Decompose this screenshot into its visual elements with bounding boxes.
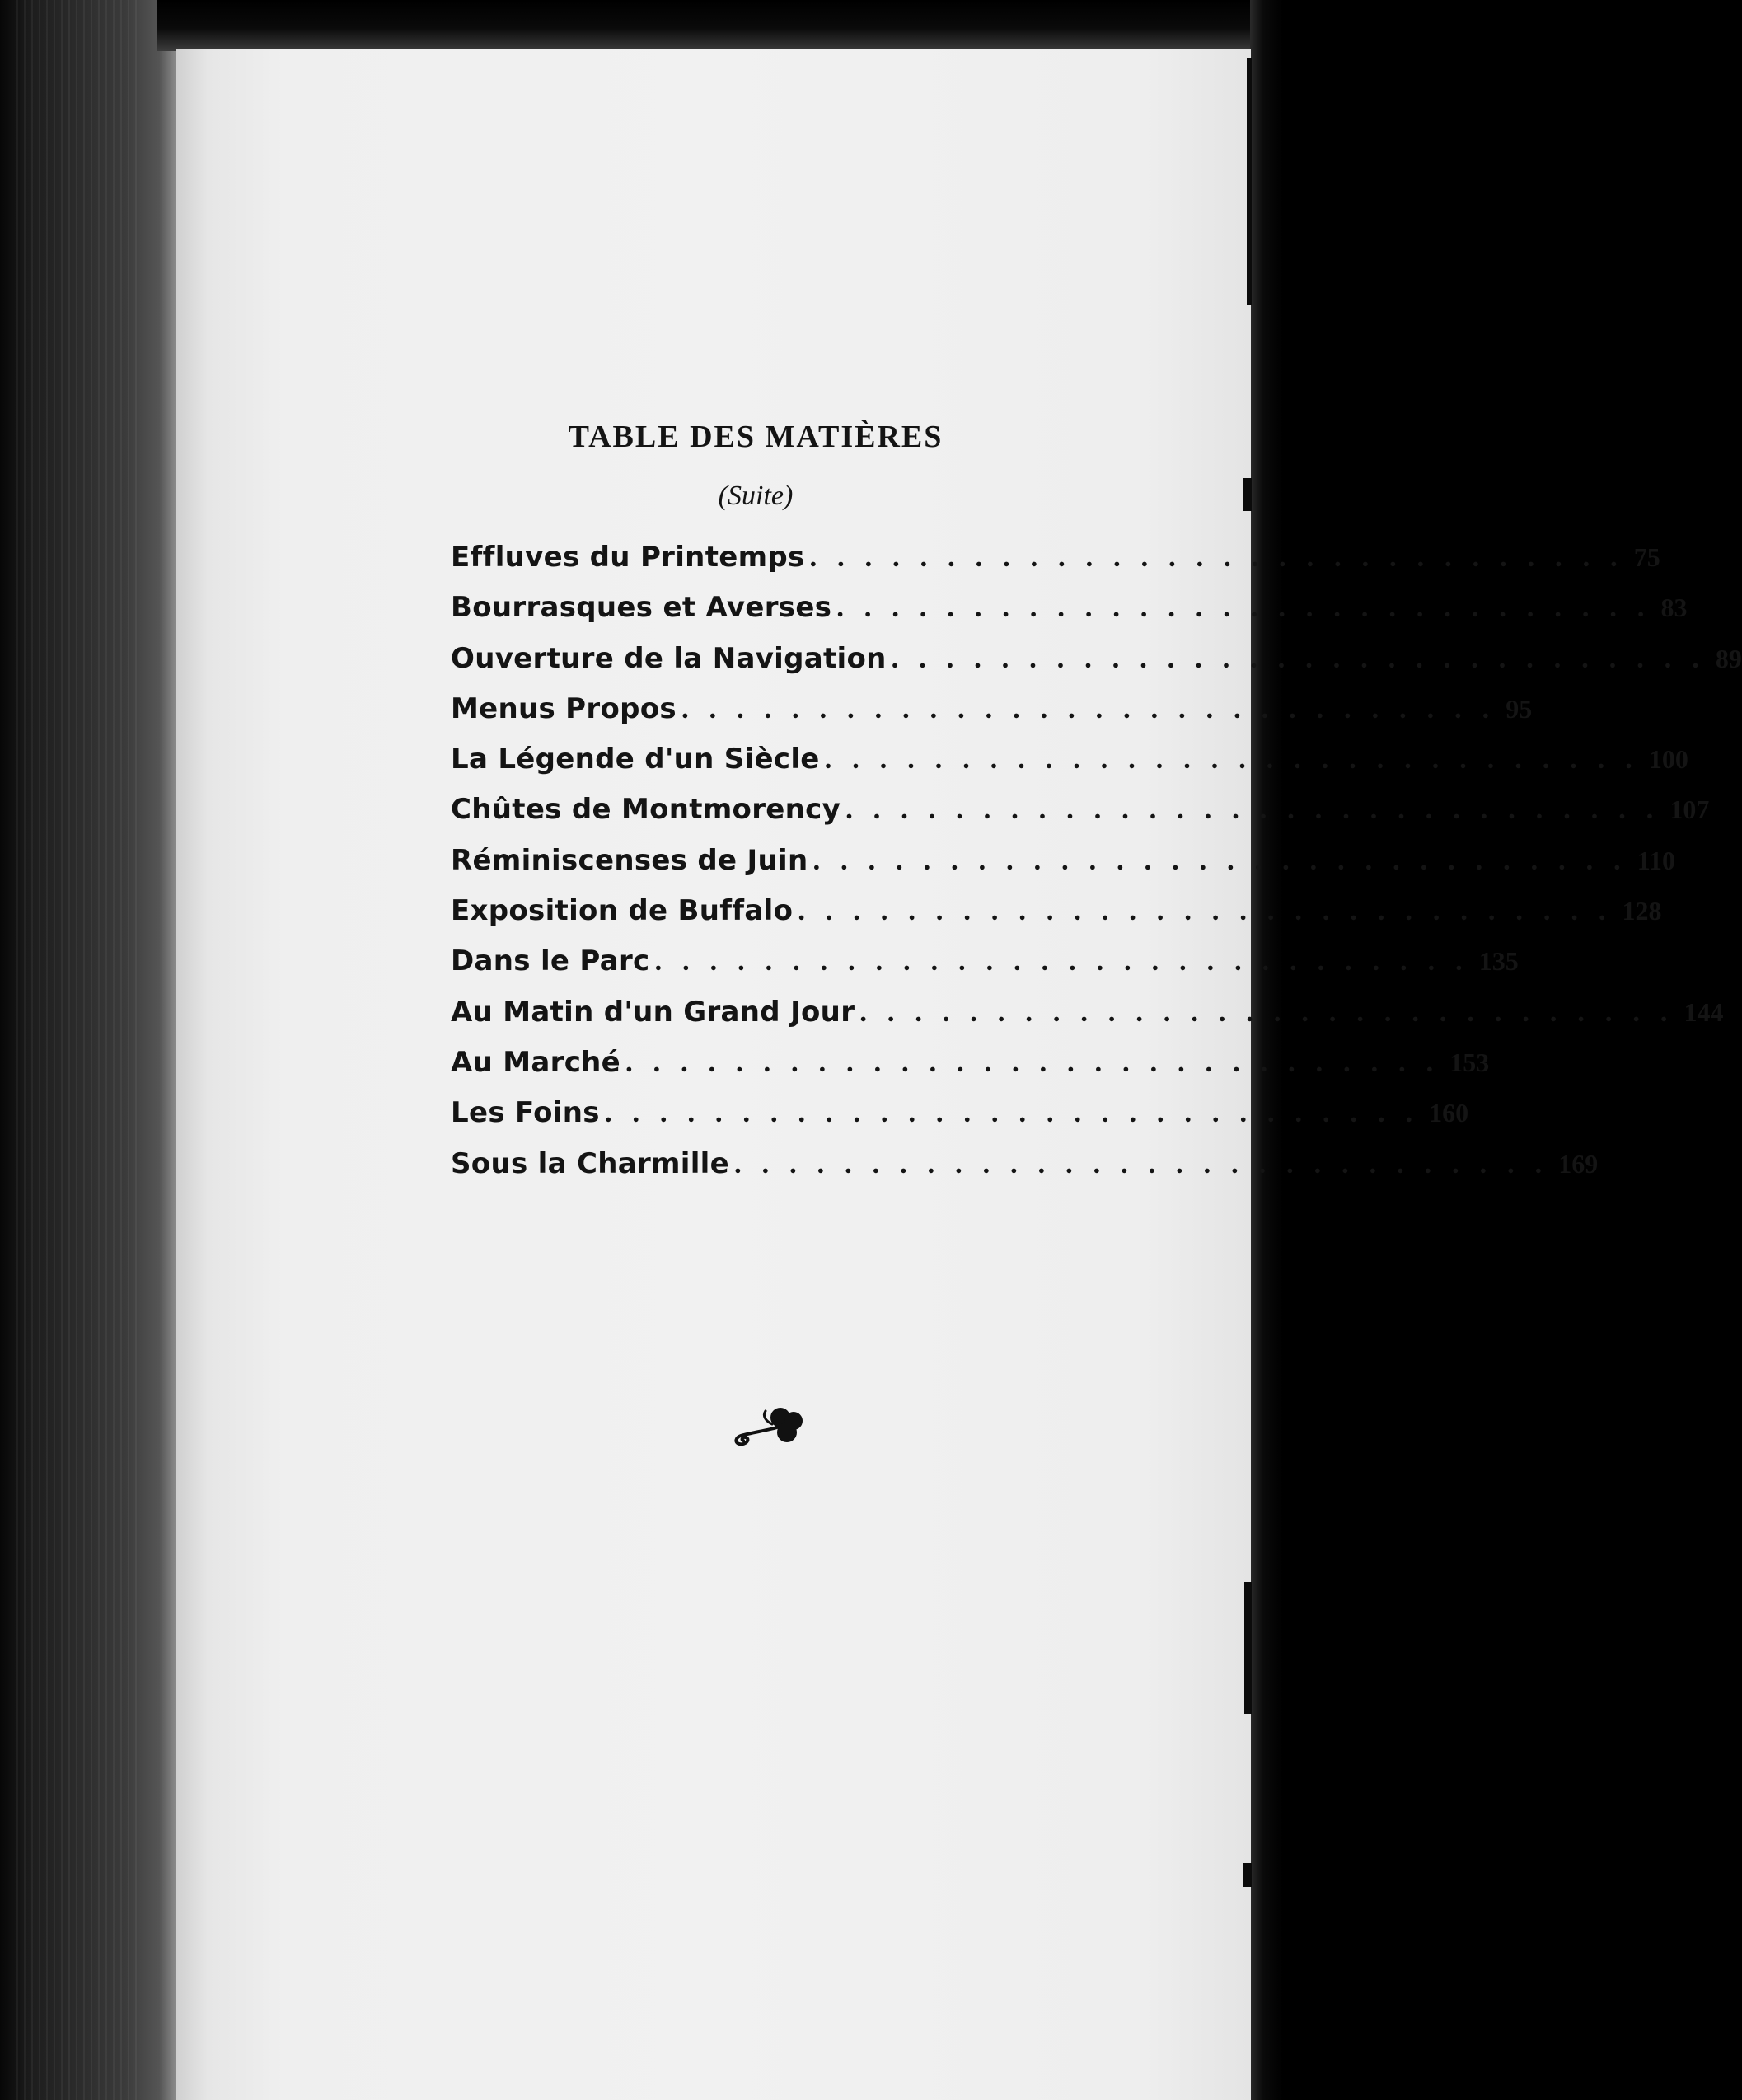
toc-entry-page-number: 75	[1633, 542, 1660, 572]
toc-entry-leader: . . . . . . . . . . . . . . . . . . . . . . . . . . . . . .	[812, 843, 1627, 876]
toc-entry-page-number: 83	[1660, 593, 1688, 623]
toc-entry-leader: . . . . . . . . . . . . . . . . . . . . . . . . . . . . . .	[891, 641, 1706, 674]
toc-entry-title: Bourrasques et Averses	[451, 591, 832, 625]
toc-entry-title: Exposition de Buffalo	[451, 894, 794, 928]
table-of-contents	[451, 405, 1742, 1198]
scan-edge-mark	[1247, 58, 1252, 305]
toc-entry-leader: . . . . . . . . . . . . . . . . . . . . . . . . . . . . . .	[681, 691, 1496, 724]
toc-entry-leader: . . . . . . . . . . . . . . . . . . . . . . . . . . . . . .	[604, 1096, 1420, 1129]
toc-list	[451, 541, 1742, 1198]
toc-entry	[451, 1045, 1490, 1096]
toc-entry-leader: . . . . . . . . . . . . . . . . . . . . . . . . . . . . . .	[798, 894, 1613, 927]
toc-entry-title: Les Foins	[451, 1096, 600, 1130]
toc-entry-leader: . . . . . . . . . . . . . . . . . . . . . . . . . . . . . .	[625, 1045, 1440, 1078]
toc-entry	[451, 591, 1688, 641]
toc-entry	[451, 641, 1742, 692]
toc-entry	[451, 691, 1533, 743]
toc-entry-title: Au Marché	[451, 1045, 621, 1079]
toc-entry-title: Réminiscenses de Juin	[451, 843, 808, 877]
toc-entry-leader: . . . . . . . . . . . . . . . . . . . . . . . . . . . . . .	[809, 541, 1624, 573]
toc-entry-leader: . . . . . . . . . . . . . . . . . . . . . . . . . . . . . .	[824, 743, 1639, 776]
toc-entry-title: Dans le Parc	[451, 945, 650, 978]
toc-entry-page-number: 89	[1715, 643, 1742, 673]
toc-entry-page-number: 107	[1669, 795, 1710, 825]
toc-entry	[451, 541, 1660, 591]
toc-entry-page-number: 135	[1478, 946, 1519, 977]
toc-entry	[451, 894, 1662, 945]
toc-entry	[451, 1096, 1469, 1146]
page-title: TABLE DES MATIÈRES	[568, 420, 944, 454]
scan-edge-mark	[1243, 478, 1252, 511]
toc-entry-title: Sous la Charmille	[451, 1146, 729, 1180]
toc-entry-page-number: 95	[1506, 693, 1533, 724]
toc-entry	[451, 743, 1688, 793]
toc-entry-title: Menus Propos	[451, 691, 677, 725]
binding-texture	[16, 0, 140, 2100]
page-subtitle: (Suite)	[718, 480, 794, 511]
toc-entry-page-number: 144	[1683, 996, 1724, 1027]
toc-entry-leader: . . . . . . . . . . . . . . . . . . . . . . . . . . . . . .	[845, 793, 1660, 826]
toc-entry-page-number: 169	[1558, 1148, 1599, 1179]
toc-entry	[451, 995, 1724, 1046]
toc-entry-page-number: 110	[1637, 845, 1675, 875]
toc-entry-leader: . . . . . . . . . . . . . . . . . . . . . . . . . . . . . .	[859, 995, 1674, 1028]
scan-edge-mark	[1244, 1582, 1252, 1714]
toc-entry-leader: . . . . . . . . . . . . . . . . . . . . . . . . . . . . . .	[836, 591, 1651, 624]
toc-entry-page-number: 153	[1449, 1047, 1490, 1077]
scan-edge-mark	[1243, 1863, 1252, 1887]
top-edge-shadow	[157, 0, 1283, 51]
toc-entry-title: Au Matin d'un Grand Jour	[451, 995, 855, 1029]
toc-entry-page-number: 128	[1622, 896, 1662, 926]
toc-entry-title: Chûtes de Montmorency	[451, 793, 841, 827]
toc-entry-page-number: 100	[1648, 744, 1688, 775]
toc-entry-leader: . . . . . . . . . . . . . . . . . . . . . . . . . . . . . .	[654, 945, 1469, 977]
toc-entry-title: Effluves du Printemps	[451, 541, 805, 574]
toc-entry-title: La Légende d'un Siècle	[451, 743, 820, 776]
toc-entry-leader: . . . . . . . . . . . . . . . . . . . . . . . . . . . . . .	[733, 1146, 1549, 1179]
toc-entry	[451, 945, 1519, 995]
toc-entry	[451, 793, 1710, 843]
toc-entry-title: Ouverture de la Navigation	[451, 641, 887, 675]
toc-entry	[451, 843, 1675, 894]
toc-entry-page-number: 160	[1429, 1098, 1469, 1128]
fleuron-icon	[729, 1403, 812, 1449]
toc-entry	[451, 1146, 1599, 1198]
